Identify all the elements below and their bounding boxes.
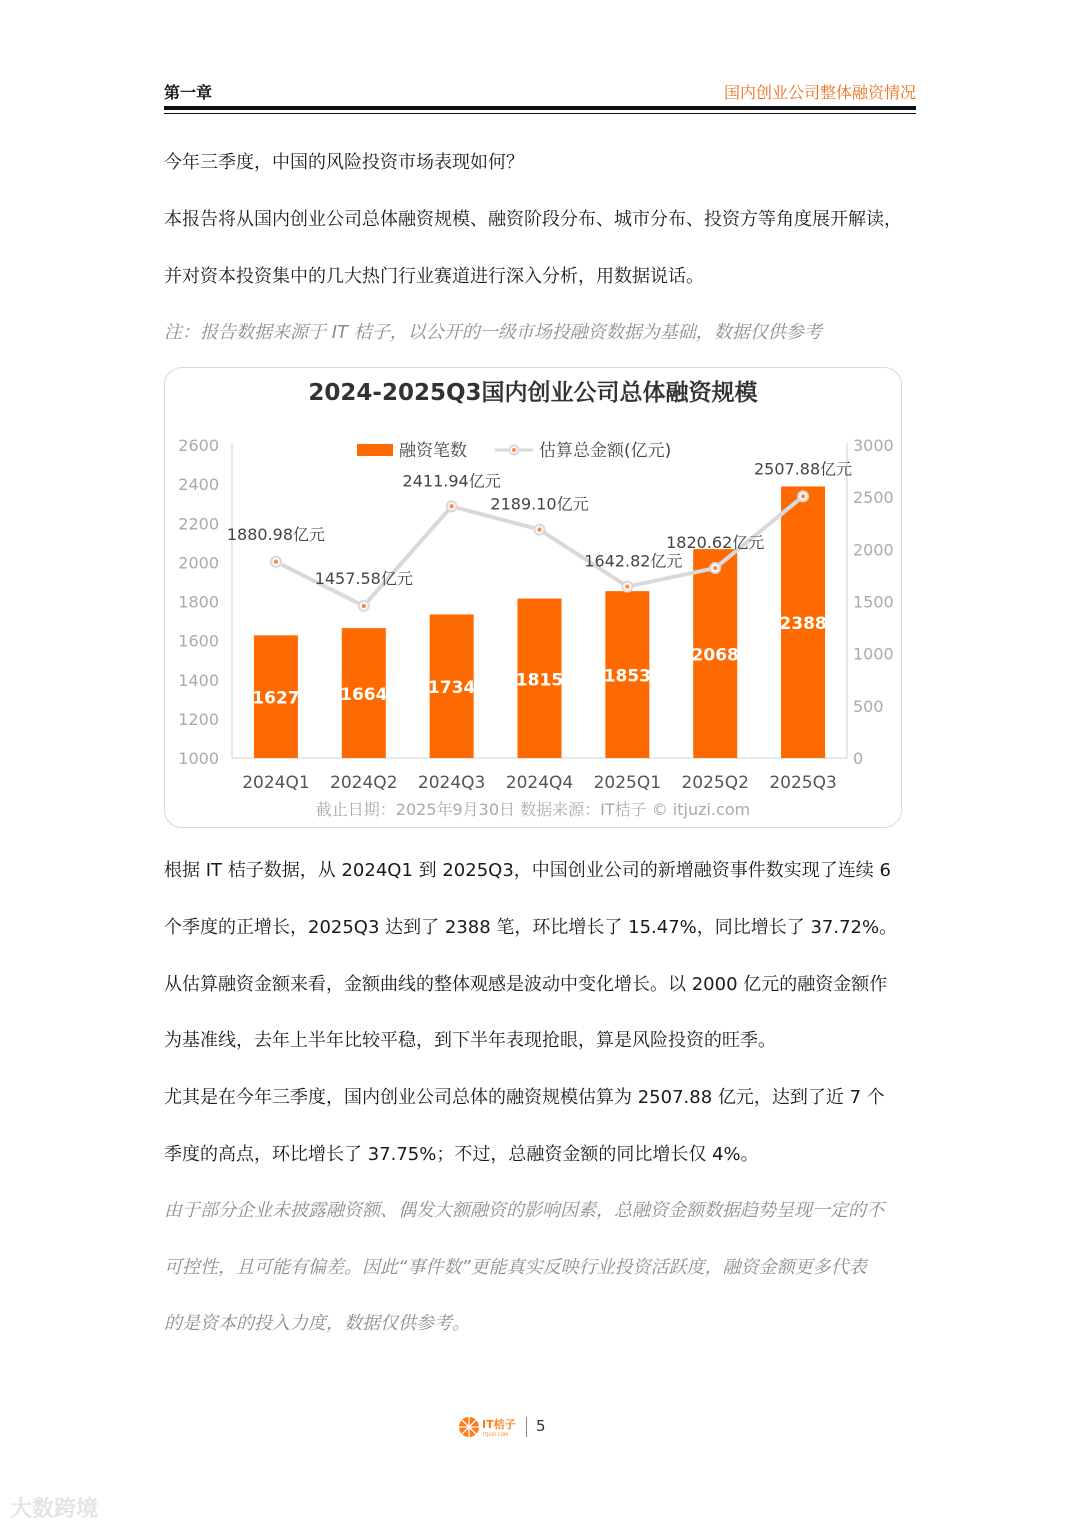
body-p3-line1: 尤其是在今年三季度，国内创业公司总体的融资规模估算为 2507.88 亿元，达到了近 7 个 xyxy=(164,1087,885,1108)
legend-line-marker-center xyxy=(512,448,516,452)
bar-value-label: 2068 xyxy=(691,645,739,666)
line-point-center xyxy=(449,504,453,508)
right-tick-label: 3000 xyxy=(853,436,894,455)
header-rule-thick xyxy=(164,106,916,110)
legend-bar-swatch xyxy=(357,444,393,456)
right-tick-label: 1000 xyxy=(853,644,894,664)
intro-line-2: 本报告将从国内创业公司总体融资规模、融资阶段分布、城市分布、投资方等角度展开解读， xyxy=(164,209,902,230)
x-tick-label: 2025Q2 xyxy=(681,773,749,793)
right-tick-label: 2500 xyxy=(853,488,894,508)
line-value-label: 2189.10亿元 xyxy=(490,494,589,514)
left-tick-label: 2400 xyxy=(178,475,219,495)
source-note: 注：报告数据来源于 IT 桔子，以公开的一级市场投融资数据为基础，数据仅供参考 xyxy=(164,322,822,343)
line-point-center xyxy=(713,566,717,570)
page-number: 5 xyxy=(536,1417,546,1435)
right-tick-label: 500 xyxy=(853,696,884,716)
left-tick-label: 1600 xyxy=(178,631,219,651)
caveat-line1: 由于部分企业未披露融资额、偶发大额融资的影响因素，总融资金额数据趋势呈现一定的不 xyxy=(164,1200,884,1221)
watermark: 大数跨境 xyxy=(10,1497,99,1522)
body-p2-line2: 为基准线，去年上半年比较平稳，到下半年表现抢眼，算是风险投资的旺季。 xyxy=(164,1030,776,1051)
header-rule-thin xyxy=(164,113,916,114)
x-tick-label: 2024Q1 xyxy=(242,773,310,793)
body-p1-line1: 根据 IT 桔子数据，从 2024Q1 到 2025Q3，中国创业公司的新增融资事件数实现了连续 6 xyxy=(164,860,891,881)
line-point-center xyxy=(274,560,278,564)
financing-chart xyxy=(165,368,901,827)
line-value-label: 2411.94亿元 xyxy=(402,471,501,491)
bar-value-label: 1627 xyxy=(252,688,300,709)
x-tick-label: 2024Q3 xyxy=(417,773,486,793)
x-tick-label: 2024Q2 xyxy=(330,773,398,793)
left-tick-label: 2600 xyxy=(178,436,219,455)
line-value-label: 2507.88亿元 xyxy=(753,459,853,479)
intro-question: 今年三季度，中国的风险投资市场表现如何？ xyxy=(164,152,524,173)
bar-value-label: 2388 xyxy=(779,614,827,635)
line-value-label: 1457.58亿元 xyxy=(314,568,413,588)
section-title: 国内创业公司整体融资情况 xyxy=(723,83,916,102)
chart-card xyxy=(164,367,902,828)
body-p3-line2: 季度的高点，环比增长了 37.75%；不过，总融资金额的同比增长仅 4%。 xyxy=(164,1144,759,1165)
line-value-label: 1642.82亿元 xyxy=(584,551,683,571)
body-p1-line2: 个季度的正增长，2025Q3 达到了 2388 笔，环比增长了 15.47%，同比增长了 37.72%。 xyxy=(164,917,898,938)
caveat-line3: 的是资本的投入力度，数据仅供参考。 xyxy=(164,1313,470,1334)
bar-value-label: 1815 xyxy=(515,670,564,691)
bar-value-label: 1734 xyxy=(427,678,476,699)
left-tick-label: 1200 xyxy=(178,709,219,729)
line-point-center xyxy=(801,494,805,498)
body-p2-line1: 从估算融资金额来看，金额曲线的整体观感是波动中变化增长。以 2000 亿元的融资金额作 xyxy=(164,974,888,995)
line-value-label: 1880.98亿元 xyxy=(226,524,326,544)
legend-line-label: 估算总金额(亿元) xyxy=(539,441,672,461)
x-tick-label: 2025Q1 xyxy=(593,773,662,793)
chapter-label: 第一章 xyxy=(164,83,213,102)
chart-source: 截止日期：2025年9月30日 数据来源：IT桔子 © itjuzi.com xyxy=(315,800,751,819)
bar-value-label: 1853 xyxy=(603,666,652,687)
logo-subtext: ITJUZI.COM xyxy=(483,1433,509,1438)
line-point-center xyxy=(537,527,541,531)
itjuzi-logo xyxy=(458,1414,522,1440)
x-tick-label: 2024Q4 xyxy=(505,773,574,793)
x-tick-label: 2025Q3 xyxy=(769,773,837,793)
caveat-line2: 可控性，且可能有偏差。因此“事件数”更能真实反映行业投资活跃度，融资金额更多代表 xyxy=(164,1257,867,1278)
left-tick-label: 2200 xyxy=(178,514,219,534)
right-tick-label: 0 xyxy=(853,749,864,768)
intro-line-3: 并对资本投资集中的几大热门行业赛道进行深入分析，用数据说话。 xyxy=(164,266,704,287)
line-point-center xyxy=(625,584,629,588)
line-value-label: 1820.62亿元 xyxy=(666,533,765,553)
chart-title: 2024-2025Q3国内创业公司总体融资规模 xyxy=(308,380,758,406)
bar-value-label: 1664 xyxy=(340,685,388,706)
left-tick-label: 2000 xyxy=(178,553,219,573)
line-point-center xyxy=(362,604,366,608)
left-tick-label: 1800 xyxy=(178,592,219,612)
legend-bar-label: 融资笔数 xyxy=(399,441,467,461)
left-tick-label: 1400 xyxy=(178,670,219,690)
logo-text: IT桔子 xyxy=(482,1418,516,1431)
right-tick-label: 2000 xyxy=(853,540,894,560)
right-tick-label: 1500 xyxy=(853,592,894,612)
footer-separator xyxy=(526,1417,527,1437)
left-tick-label: 1000 xyxy=(178,749,219,768)
